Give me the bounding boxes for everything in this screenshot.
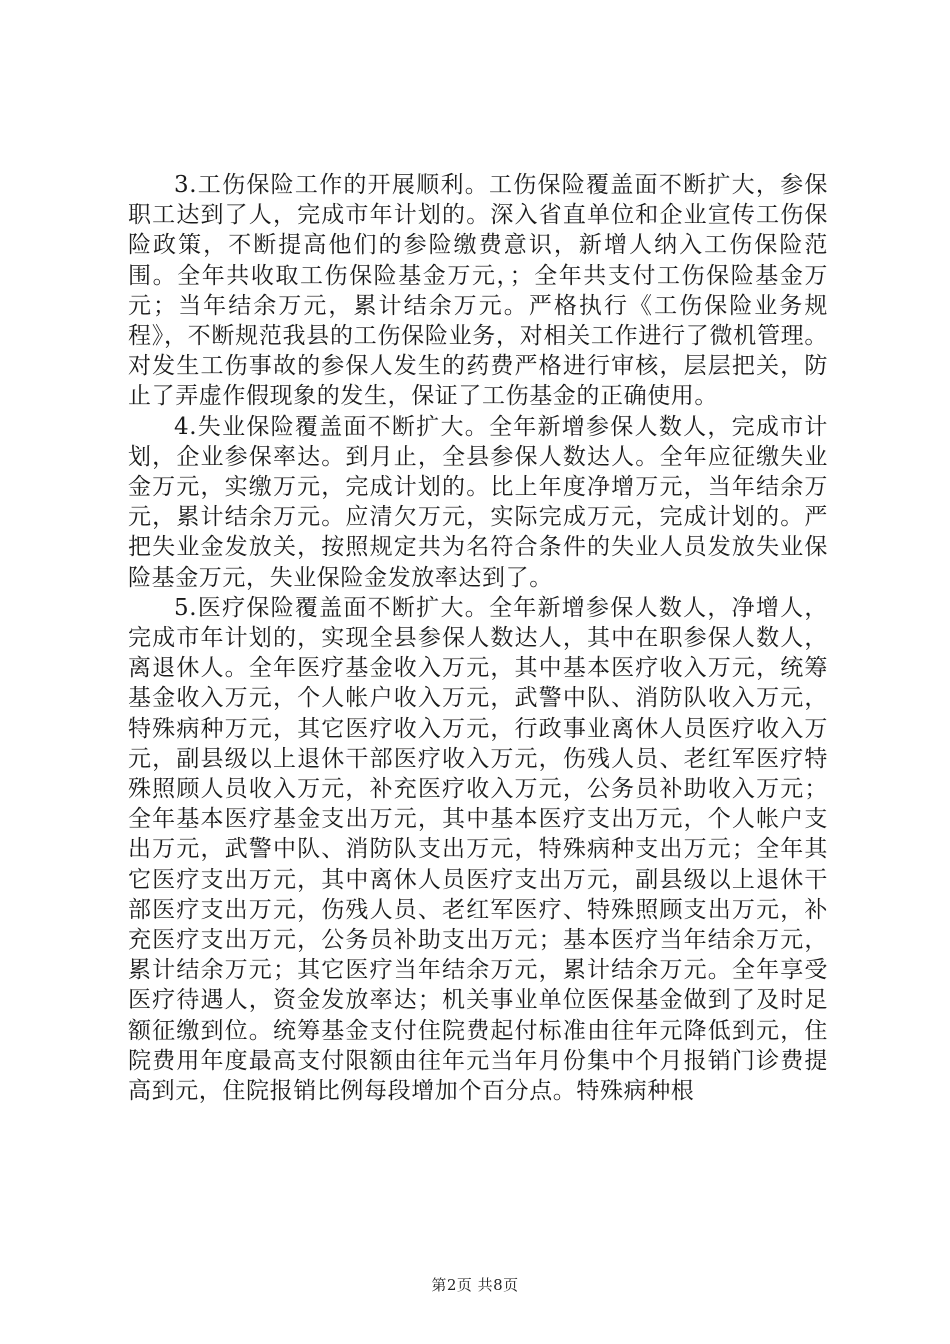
document-body xyxy=(128,170,828,1106)
paragraph-work-injury-insurance: 3.工伤保险工作的开展顺利。工伤保险覆盖面不断扩大，参保职工达到了人，完成市年计划的。深入省直单位和企业宣传工伤保险政策，不断提高他们的参险缴费意识，新增人纳入工伤保险范围。全年共收取工伤保险基金万元，；全年共支付工伤保险基金万元；当年结余万元，累计结余万元。严格执行《工伤保险业务规程》，不断规范我县的工伤保险业务，对相关工作进行了微机管理。对发生工伤事故的参保人发生的药费严格进行审核，层层把关，防止了弄虚作假现象的发生，保证了工伤基金的正确使用。 xyxy=(128,172,828,410)
paragraph-medical-insurance: 5.医疗保险覆盖面不断扩大。全年新增参保人数人，净增人，完成市年计划的，实现全县参保人数达人，其中在职参保人数人，离退休人。全年医疗基金收入万元，其中基本医疗收入万元，统筹基金收入万元，个人帐户收入万元，武警中队、消防队收入万元，特殊病种万元，其它医疗收入万元，行政事业离休人员医疗收入万元，副县级以上退休干部医疗收入万元，伤残人员、老红军医疗特殊照顾人员收入万元，补充医疗收入万元，公务员补助收入万元；全年基本医疗基金支出万元，其中基本医疗支出万元，个人帐户支出万元，武警中队、消防队支出万元，特殊病种支出万元；全年其它医疗支出万元，其中离休人员医疗支出万元，副县级以上退休干部医疗支出万元，伤残人员、老红军医疗、特殊照顾支出万元，补充医疗支出万元，公务员补助支出万元；基本医疗当年结余万元，累计结余万元；其它医疗当年结余万元，累计结余万元。全年享受医疗待遇人，资金发放率达；机关事业单位医保基金做到了及时足额征缴到位。统筹基金支付住院费起付标准由往年元降低到元，住院费用年度最高支付限额由往年元当年月份集中个月报销门诊费提高到元，住院报销比例每段增加个百分点。特殊病种根 xyxy=(128,594,828,1105)
page-number-footer: 第2页 共8页 xyxy=(431,1276,519,1294)
paragraph-unemployment-insurance: 4.失业保险覆盖面不断扩大。全年新增参保人数人，完成市计划，企业参保率达。到月止，全县参保人数达人。全年应征缴失业金万元，实缴万元，完成计划的。比上年度净增万元，当年结余万元，累计结余万元。应清欠万元，实际完成万元，完成计划的。严把失业金发放关，按照规定共为名符合条件的失业人员发放失业保险基金万元，失业保险金发放率达到了。 xyxy=(128,413,828,591)
